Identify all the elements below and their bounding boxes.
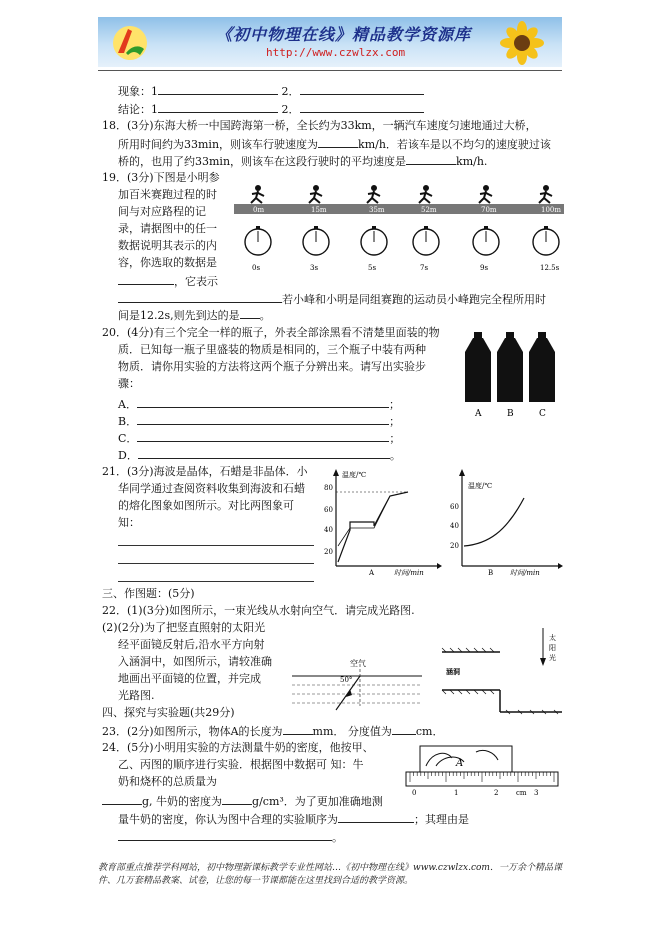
q22-line5: 地画出平面镜的位置，并完成 (118, 672, 261, 685)
graph-a-tick: 80 (324, 484, 333, 492)
q20-line3: 物质．请你用实验的方法将这两个瓶子分辨出来。请写出实验步 (118, 360, 426, 373)
q19-line8: 若小峰和小明是同组赛跑的运动员小峰跑完全程所用时 (118, 291, 546, 307)
graph-b-tick: 40 (450, 522, 459, 530)
ruler-figure (402, 744, 562, 796)
time-label: 5s (368, 264, 377, 272)
section-3-title: 三、作图题：(5分) (102, 587, 195, 600)
runner-icon (309, 185, 322, 203)
distance-label: 15m (311, 206, 327, 214)
q19-line7: ，它表示 (118, 273, 218, 289)
section-4-title: 四、探究与实验题(共29分) (102, 706, 235, 719)
q21-line2: 华同学通过查阅资料收集到海波和石蜡 (118, 482, 305, 495)
q20-line4: 骤： (118, 377, 140, 390)
graph-a-tick: 40 (324, 526, 333, 534)
answer-line (118, 563, 314, 564)
q24-line2: 乙、丙图的顺序进行实验．根据图中数据可 知：牛 (118, 758, 364, 771)
bottle-icon (465, 332, 491, 402)
stopwatch-icon (245, 226, 271, 255)
q20-step-c: C． ； (118, 432, 401, 445)
q23-line: 23．(2分)如图所示，物体A的长度为 mm． 分度值为 cm． (102, 725, 444, 738)
graph-a-tick: 60 (324, 506, 333, 514)
ruler-label: 2 (494, 789, 499, 797)
graph-b (448, 466, 563, 576)
stopwatch-icon (303, 226, 329, 255)
logo-icon (110, 23, 150, 61)
q24-line1: 24．(5分)小明用实验的方法测量牛奶的密度，他按甲、 (102, 741, 374, 754)
q19-line9: 间是12.2s,则先到达的是 。 (118, 309, 271, 322)
runner-icon (251, 185, 264, 203)
stopwatch-icon (533, 226, 559, 255)
bottle-label: A (475, 409, 482, 419)
q19-line2: 加百米赛跑过程的时 (118, 188, 217, 201)
q18-line2: 所用时间约为33min，则该车行驶速度为 km/h．若该车是以不均匀的速度驶过该 (118, 138, 551, 151)
stopwatch-icon (413, 226, 439, 255)
q24-line5: 量牛奶的密度，你认为图中合理的实验顺序为 ；其理由是 (118, 813, 469, 826)
runner-icon (479, 185, 492, 203)
time-label: 3s (310, 264, 319, 272)
graph-b-ylabel: 温度/℃ (468, 482, 493, 490)
ruler-label: cm (516, 789, 527, 797)
q20-step-b: B． ； (118, 415, 401, 428)
runner-icon (419, 185, 432, 203)
q24-line4: g, 牛奶的密度为 g/cm³．为了更加准确地测 (102, 793, 383, 809)
time-label: 12.5s (540, 264, 560, 272)
q24-line3: 奶和烧杯的总质量为 (118, 775, 217, 788)
q21-line1: 21．(3分)海波是晶体，石蜡是非晶体．小 (102, 465, 308, 478)
q19-line1: 19．(3分)下图是小明参 (102, 171, 220, 184)
sunflower-icon (488, 20, 552, 66)
graph-b-curve (464, 498, 524, 546)
answer-line (118, 581, 314, 582)
distance-label: 0m (253, 206, 265, 214)
distance-label: 70m (481, 206, 497, 214)
q20-line1: 20．(4分)有三个完全一样的瓶子，外表全部涂黑看不清楚里面装的物 (102, 326, 440, 339)
header-url[interactable]: http://www.czwlzx.com (266, 46, 406, 59)
q20-step-a: A． ； (118, 398, 400, 411)
graph-b-tick: 60 (450, 503, 459, 511)
graph-a-tag: A (369, 569, 375, 577)
stopwatch-icon (361, 226, 387, 255)
time-label: 9s (480, 264, 489, 272)
q21-line4: 知： (118, 516, 140, 529)
svg-text:阳: 阳 (549, 644, 556, 652)
q22-line2: (2)(2分)为了把竖直照射的太阳光 (102, 621, 266, 634)
conclusion-row: 结论：1 2． (118, 101, 424, 117)
footer-note: 教育部重点推荐学科网站，初中物理新课标教学专业性网站…《初中物理在线》www.czwlzx.com．一万余个精品课件、几万套精品教案、试卷，让您的每一节课都能在这里找到合适的教学资源。 (98, 863, 562, 886)
graph-a (322, 466, 442, 576)
svg-text:光: 光 (549, 654, 556, 662)
culvert-label: 涵洞 (446, 667, 460, 676)
q18-line3: 桥的，也用了约33min，则该车在这段行驶时的平均速度是 km/h. (118, 155, 488, 168)
graph-a-ylabel: 温度/℃ (342, 471, 367, 479)
race-figure (234, 184, 564, 272)
runner-icon (539, 185, 552, 203)
q19-line6: 容，你选取的数据是 (118, 256, 217, 269)
bottle-icon (497, 332, 523, 402)
q22-line4: 入涵洞中，如图所示，请较准确 (118, 655, 272, 668)
graph-b-tick: 20 (450, 542, 459, 550)
q20-line2: 质．已知每一瓶子里盛装的物质是相同的，三个瓶子中装有两种 (118, 343, 426, 356)
graph-a-tick: 20 (324, 548, 333, 556)
stopwatch-icon (473, 226, 499, 255)
bottles-figure (460, 332, 560, 422)
time-label: 7s (420, 264, 429, 272)
ruler-label: 3 (534, 789, 539, 797)
ruler-label: 1 (454, 789, 459, 797)
object-a-label: A (456, 758, 464, 769)
q22-line6: 光路图. (118, 689, 155, 702)
bottle-icon (529, 332, 555, 402)
sun-label: 太 (549, 634, 556, 642)
ruler-label: 0 (412, 789, 417, 797)
q19-line5: 数据说明其表示的内 (118, 239, 217, 252)
distance-label: 52m (421, 206, 437, 214)
phenomenon-row: 现象：1 2． (118, 83, 424, 99)
q22-line3: 经平面镜反射后,沿水平方向射 (118, 638, 265, 651)
distance-label: 35m (369, 206, 385, 214)
q20-step-d: D． 。 (118, 449, 401, 462)
bottle-label: C (539, 409, 546, 419)
refraction-figure (290, 656, 425, 714)
graph-a-curve (338, 492, 408, 562)
culvert-figure (440, 622, 565, 714)
q22-line1: 22．(1)(3分)如图所示，一束光线从水射向空气．请完成光路图. (102, 604, 415, 617)
time-label: 0s (252, 264, 261, 272)
distance-label: 100m (541, 206, 561, 214)
header-banner (98, 17, 562, 67)
q19-line4: 录，请据图中的任一 (118, 222, 217, 235)
q24-line6: 。 (118, 829, 343, 845)
graph-b-xlabel: 时间/min (510, 569, 540, 577)
q18-line1: 18．(3分)东海大桥一中国跨海第一桥，全长约为33km，一辆汽车速度匀速地通过大桥， (102, 119, 537, 132)
q19-line3: 间与对应路程的记 (118, 205, 206, 218)
bottle-label: B (507, 409, 514, 419)
answer-line (118, 545, 314, 546)
runner-icon (367, 185, 380, 203)
graph-b-tag: B (488, 569, 494, 577)
q21-line3: 的熔化图象如图所示。对比两图象可 (118, 499, 294, 512)
graph-a-xlabel: 时间/min (394, 569, 424, 577)
header-title: 《初中物理在线》精品教学资源库 (216, 25, 472, 44)
air-label: 空气 (350, 659, 366, 668)
angle-label: 50° (340, 676, 353, 684)
